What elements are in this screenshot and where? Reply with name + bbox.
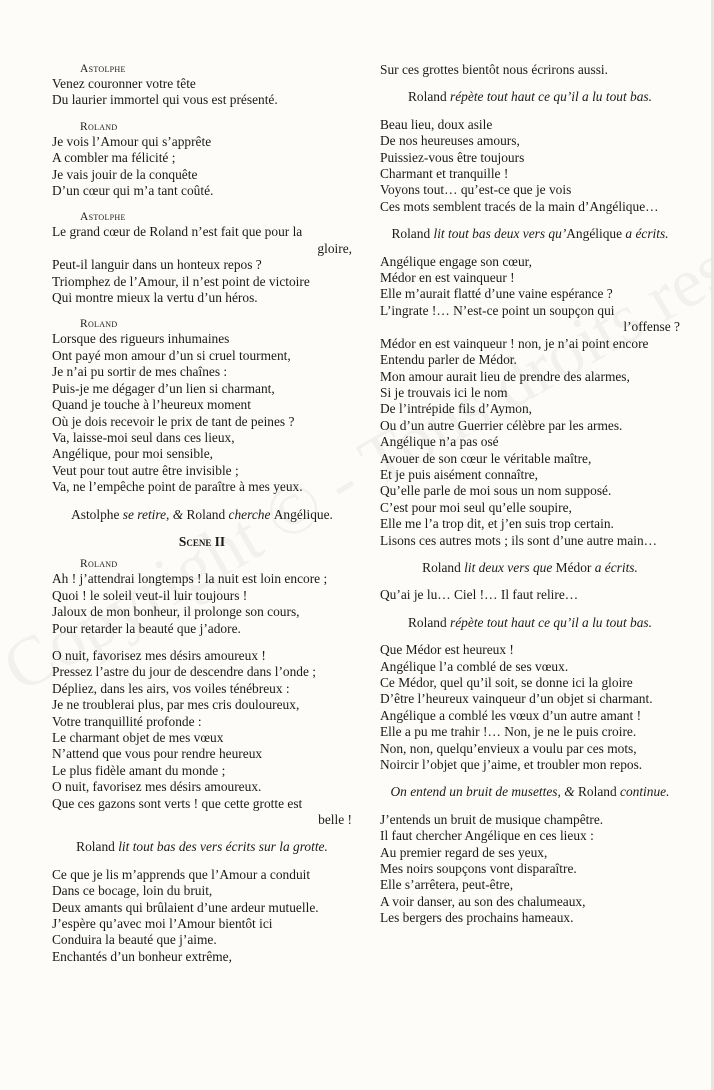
spacer <box>52 199 352 210</box>
spacer <box>52 828 352 839</box>
verse-line: A combler ma félicité ; <box>52 150 176 166</box>
verse-line: Va, ne l’empêche point de paraître à mes yeux. <box>52 479 303 495</box>
verse-line: O nuit, favorisez mes désirs amoureux. <box>52 779 262 795</box>
verse-line: Veut pour tout autre être invisible ; <box>52 462 239 478</box>
verse-line: Médor en est vainqueur ! non, je n’ai point encore <box>380 335 649 351</box>
verse-line: Charmant et tranquille ! <box>380 166 509 182</box>
stage-direction-name: Astolphe <box>71 506 123 522</box>
verse-line: De nos heureuses amours, <box>380 133 520 149</box>
spacer <box>380 78 680 89</box>
verse-line: Le charmant objet de mes vœux <box>52 730 224 745</box>
stage-direction-italic: continue. <box>620 784 670 800</box>
speaker-name: Astolphe <box>80 211 126 224</box>
stage-direction-name: Roland <box>391 226 434 242</box>
verse-line: O nuit, favorisez mes désirs amoureux ! <box>52 647 266 663</box>
stage-direction-italic: répète tout haut ce qu’il a lu tout bas. <box>450 614 652 630</box>
verse-line: Beau lieu, doux asile <box>380 116 493 132</box>
stage-direction <box>52 839 352 855</box>
spacer <box>380 106 680 117</box>
verse-line: Et je puis aisément connaître, <box>380 466 539 482</box>
stage-direction-name: Médor <box>555 559 595 575</box>
stage-direction-name: Roland <box>577 784 620 800</box>
verse-line: Enchantés d’un bonheur extrême, <box>52 948 232 964</box>
verse-line: Le plus fidèle amant du monde ; <box>52 762 226 778</box>
verse-line: Elle a pu me trahir !… Non, je ne le puis croire. <box>380 724 637 740</box>
spacer <box>52 856 352 867</box>
verse-line: Ce que je lis m’apprends que l’Amour a conduit <box>52 866 311 882</box>
stage-direction <box>52 507 352 523</box>
verse-line: Le grand cœur de Roland n’est fait que pour la <box>52 224 303 240</box>
verse-line: Angélique l’a comblé de ses vœux. <box>380 658 569 674</box>
spacer <box>380 631 680 642</box>
stage-direction-italic: répète tout haut ce qu’il a lu tout bas. <box>450 89 652 105</box>
speaker-name: Roland <box>80 318 118 331</box>
stage-direction-italic: a écrits. <box>625 226 669 242</box>
verse-line-continuation: gloire, <box>317 240 352 256</box>
verse-line: Va, laisse-moi seul dans ces lieux, <box>52 429 235 445</box>
stage-direction-italic: lit tout bas des vers écrits sur la grotte. <box>118 839 328 855</box>
stage-direction-italic: lit tout bas deux vers qu’ <box>433 226 567 242</box>
verse-line: Quand je touche à l’heureux moment <box>52 397 251 413</box>
speaker-name: Roland <box>80 120 118 133</box>
verse-line-continuation: belle ! <box>318 812 352 828</box>
verse-line: Entendu parler de Médor. <box>380 352 517 368</box>
verse-line: Dans ce bocage, loin du bruit, <box>52 883 213 899</box>
verse-line: Elle m’aurait flatté d’une vaine espérance ? <box>380 286 613 302</box>
stage-direction <box>380 89 680 105</box>
verse-line: Si je trouvais ici le nom <box>380 384 508 400</box>
stage-direction-italic: cherche <box>228 506 274 522</box>
verse-line: Ce Médor, quel qu’il soit, se donne ici la gloire <box>380 675 633 690</box>
verse-line: Avouer de son cœur le véritable maître, <box>380 450 592 466</box>
verse-line: Que ces gazons sont verts ! que cette grotte est <box>52 795 303 811</box>
verse-line: Pour retarder la beauté que j’adore. <box>52 620 241 636</box>
spacer <box>380 604 680 615</box>
verse-line: Sur ces grottes bientôt nous écrirons aussi. <box>380 62 608 77</box>
verse-line: Ces mots semblent tracés de la main d’Angélique… <box>380 198 659 214</box>
spacer <box>380 773 680 784</box>
verse-line: Ou d’un autre Guerrier célèbre par les armes. <box>380 417 623 433</box>
verse-line: Je ne troublerai plus, par mes cris douloureux, <box>52 697 300 713</box>
spacer <box>52 496 352 507</box>
stage-direction <box>380 784 680 800</box>
verse-line: Ah ! j’attendrai longtemps ! la nuit est loin encore ; <box>52 571 328 587</box>
verse-line: Conduira la beauté que j’aime. <box>52 932 217 948</box>
verse-line: Venez couronner votre tête <box>52 76 196 91</box>
verse-line: J’entends un bruit de musique champêtre. <box>380 811 604 827</box>
spacer <box>52 109 352 120</box>
verse-line: A voir danser, au son des chalumeaux, <box>380 893 586 909</box>
verse-line: Noircir l’objet que j’aime, et troubler mon repos. <box>380 757 643 773</box>
verse-line: Puis-je me dégager d’un lien si charmant, <box>52 380 275 396</box>
speaker-name: Roland <box>80 558 118 571</box>
verse-line: D’un cœur qui m’a tant coûté. <box>52 183 214 199</box>
verse-line: Qui montre mieux la vertu d’un héros. <box>52 290 258 306</box>
spacer <box>380 243 680 254</box>
spacer <box>380 549 680 560</box>
verse-line: Je vois l’Amour qui s’apprête <box>52 133 212 149</box>
verse-line: Peut-il languir dans un honteux repos ? <box>52 257 262 273</box>
verse-line: Angélique, pour moi sensible, <box>52 446 214 462</box>
verse-line: N’attend que vous pour rendre heureux <box>52 746 263 762</box>
left-text-column <box>52 62 352 965</box>
verse-line: Mes noirs soupçons vont disparaître. <box>380 861 577 877</box>
stage-direction-name: Roland <box>76 839 119 855</box>
stage-direction <box>380 615 680 631</box>
verse-line: Qu’ai je lu… Ciel !… Il faut relire… <box>380 587 579 603</box>
verse-line: Médor en est vainqueur ! <box>380 270 515 286</box>
verse-line: Que Médor est heureux ! <box>380 642 514 658</box>
stage-direction-name: Roland <box>186 506 229 522</box>
stage-direction-italic: On entend un bruit de musettes, & <box>390 784 578 800</box>
verse-line: Les bergers des prochains hameaux. <box>380 910 574 926</box>
stage-direction <box>380 560 680 576</box>
verse-line: Voyons tout… qu’est-ce que je vois <box>380 182 572 198</box>
verse-line: C’est pour moi seul qu’elle soupire, <box>380 499 572 515</box>
verse-line: Angélique n’a pas osé <box>380 434 499 450</box>
verse-line: Quoi ! le soleil veut-il luir toujours ! <box>52 587 248 603</box>
verse-line: De l’intrépide fils d’Aymon, <box>380 401 532 417</box>
right-text-column <box>380 62 680 927</box>
verse-line: Je n’ai pu sortir de mes chaînes : <box>52 364 228 380</box>
stage-direction-name: Angélique. <box>273 506 333 522</box>
verse-line: Deux amants qui brûlaient d’une ardeur mutuelle. <box>52 899 319 915</box>
stage-direction-name: Roland <box>422 559 465 575</box>
spacer <box>52 306 352 317</box>
spacer <box>52 523 352 534</box>
stage-direction-name: Angélique <box>566 226 626 242</box>
verse-line: Lisons ces autres mots ; ils sont d’une autre main… <box>380 532 658 548</box>
stage-direction-italic: lit deux vers que <box>464 559 556 575</box>
spacer <box>52 550 352 557</box>
stage-direction-italic: se retire, & <box>122 506 187 522</box>
verse-line: J’espère qu’avec moi l’Amour bientôt ici <box>52 916 273 932</box>
verse-line: Au premier regard de ses yeux, <box>380 844 548 860</box>
verse-line: Ont payé mon amour d’un si cruel tourment, <box>52 347 291 363</box>
verse-line: Du laurier immortel qui vous est présenté. <box>52 92 278 108</box>
verse-line: Il faut chercher Angélique en ces lieux : <box>380 828 594 844</box>
verse-line: Elle me l’a trop dit, et j’en suis trop certain. <box>380 516 614 532</box>
stage-direction-italic: a écrits. <box>594 559 638 575</box>
verse-line: Où je dois recevoir le prix de tant de peines ? <box>52 413 295 429</box>
spacer <box>380 801 680 812</box>
verse-line: Triomphez de l’Amour, il n’est point de victoire <box>52 273 310 289</box>
verse-line: Pressez l’astre du jour de descendre dans l’onde ; <box>52 664 317 680</box>
spacer <box>52 637 352 648</box>
spacer <box>380 215 680 226</box>
verse-line: Angélique a comblé les vœux d’un autre amant ! <box>380 707 642 723</box>
stage-direction <box>380 226 680 242</box>
verse-line: D’être l’heureux vainqueur d’un objet si charmant. <box>380 691 653 707</box>
speaker-name: Astolphe <box>80 63 126 75</box>
verse-line: Non, non, quelqu’envieux a voulu par ces mots, <box>380 740 637 756</box>
verse-line-continuation: l’offense ? <box>623 319 680 335</box>
verse-line: Qu’elle parle de moi sous un nom supposé. <box>380 483 612 499</box>
verse-line: Dépliez, dans les airs, vos voiles ténébreux : <box>52 680 290 696</box>
verse-line: Puissiez-vous être toujours <box>380 149 525 165</box>
stage-direction-name: Roland <box>408 89 451 105</box>
verse-line: Jaloux de mon bonheur, il prolonge son cours, <box>52 604 300 620</box>
verse-line: L’ingrate !… N’est-ce point un soupçon qui <box>380 302 615 318</box>
verse-line: Angélique engage son cœur, <box>380 253 532 269</box>
verse-line: Je vais jouir de la conquête <box>52 166 198 182</box>
spacer <box>380 576 680 587</box>
stage-direction-name: Roland <box>408 614 451 630</box>
verse-line: Lorsque des rigueurs inhumaines <box>52 331 230 347</box>
verse-line: Elle s’arrêtera, peut-être, <box>380 877 514 893</box>
scene-heading: Scene II <box>178 533 226 549</box>
verse-line: Mon amour aurait lieu de prendre des alarmes, <box>380 368 630 384</box>
verse-line: Votre tranquillité profonde : <box>52 713 202 729</box>
